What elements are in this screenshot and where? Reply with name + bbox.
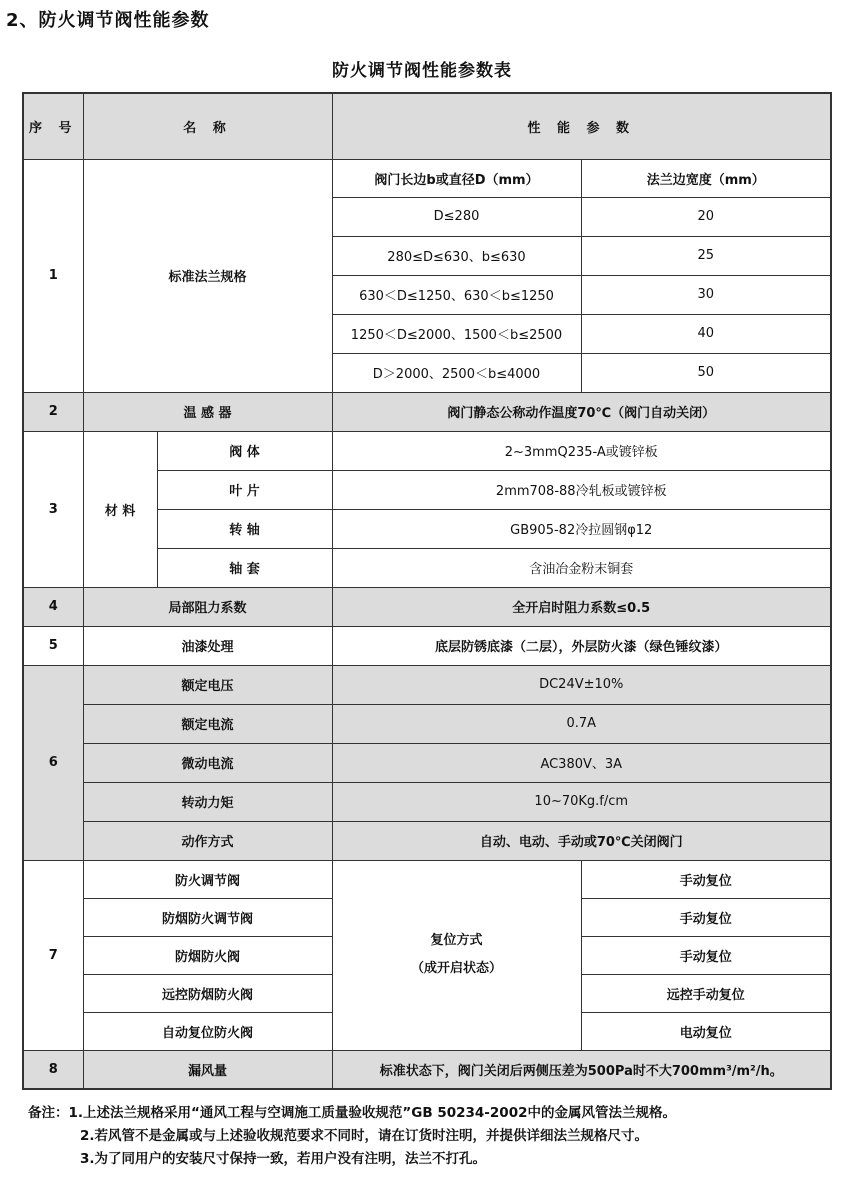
electric-value: 自动、电动、手动或70℃关闭阀门 — [332, 821, 831, 860]
material-part: 叶 片 — [157, 470, 332, 509]
row8-no: 8 — [23, 1050, 83, 1089]
reset-mode-line2: （成开启状态） — [410, 961, 502, 976]
row4-value: 全开启时阻力系数≤0.5 — [332, 587, 831, 626]
table-row — [23, 159, 831, 197]
electric-name: 动作方式 — [83, 821, 332, 860]
flange-size: D＞2000、2500＜b≤4000 — [332, 353, 581, 392]
flange-size: 1250＜D≤2000、1500＜b≤2500 — [332, 314, 581, 353]
table-row — [23, 1050, 831, 1089]
material-value: 2mm708-88冷轧板或镀锌板 — [332, 470, 831, 509]
note-line-1: 备注：1.上述法兰规格采用“通风工程与空调施工质量验收规范”GB 50234-2002中的金属风管法兰规格。 — [28, 1105, 676, 1121]
header-perf: 性 能 参 数 — [332, 93, 831, 159]
flange-width: 40 — [581, 314, 831, 353]
electric-value: 10~70Kg.f/cm — [332, 782, 831, 821]
valve-type: 远控防烟防火阀 — [83, 974, 332, 1012]
material-part: 轴 套 — [157, 548, 332, 587]
table-row — [23, 392, 831, 431]
row1-col-a: 阀门长边b或直径D（mm） — [332, 159, 581, 197]
valve-type: 自动复位防火阀 — [83, 1012, 332, 1050]
reset-mode-line1: 复位方式 — [430, 933, 483, 948]
row2-no: 2 — [23, 392, 83, 431]
row7-no: 7 — [23, 860, 83, 1050]
flange-size: D≤280 — [332, 197, 581, 236]
row8-name: 漏风量 — [83, 1050, 332, 1089]
electric-name: 额定电流 — [83, 704, 332, 743]
reset-value: 电动复位 — [581, 1012, 831, 1050]
table-title: 防火调节阀性能参数表 — [332, 61, 512, 81]
row5-value: 底层防锈底漆（二层），外层防火漆（绿色锤纹漆） — [332, 626, 831, 665]
reset-value: 手动复位 — [581, 936, 831, 974]
row2-value: 阀门静态公称动作温度70℃（阀门自动关闭） — [332, 392, 831, 431]
table-row — [23, 782, 831, 821]
row4-name: 局部阻力系数 — [83, 587, 332, 626]
material-value: 2~3mmQ235-A或镀锌板 — [332, 431, 831, 470]
row1-name: 标准法兰规格 — [83, 159, 332, 392]
row4-no: 4 — [23, 587, 83, 626]
row6-no: 6 — [23, 665, 83, 860]
row5-no: 5 — [23, 626, 83, 665]
header-name: 名 称 — [83, 93, 332, 159]
header-no: 序 号 — [23, 93, 83, 159]
electric-name: 转动力矩 — [83, 782, 332, 821]
valve-type: 防烟防火阀 — [83, 936, 332, 974]
row2-name: 温 感 器 — [83, 392, 332, 431]
material-part: 转 轴 — [157, 509, 332, 548]
material-value: 含油冶金粉末铜套 — [332, 548, 831, 587]
table-row — [23, 821, 831, 860]
flange-width: 25 — [581, 236, 831, 275]
note-line-2: 2.若风管不是金属或与上述验收规范要求不同时，请在订货时注明，并提供详细法兰规格尺寸。 — [80, 1128, 649, 1144]
electric-value: AC380V、3A — [332, 743, 831, 782]
material-value: GB905-82冷拉圆钢φ12 — [332, 509, 831, 548]
table-row — [23, 626, 831, 665]
section-title: 2、防火调节阀性能参数 — [6, 10, 210, 31]
table-header-row — [23, 93, 831, 159]
row3-no: 3 — [23, 431, 83, 587]
table-row — [23, 665, 831, 704]
reset-mode — [332, 860, 581, 1050]
valve-type: 防火调节阀 — [83, 860, 332, 898]
notes — [28, 1102, 676, 1171]
flange-size: 280≤D≤630、b≤630 — [332, 236, 581, 275]
electric-value: DC24V±10% — [332, 665, 831, 704]
params-table — [22, 92, 832, 1090]
reset-value: 手动复位 — [581, 860, 831, 898]
table-row — [23, 431, 831, 470]
row5-name: 油漆处理 — [83, 626, 332, 665]
flange-width: 30 — [581, 275, 831, 314]
electric-name: 额定电压 — [83, 665, 332, 704]
row1-no: 1 — [23, 159, 83, 392]
table-row — [23, 587, 831, 626]
row8-value: 标准状态下，阀门关闭后两侧压差为500Pa时不大700mm³/m²/h。 — [332, 1050, 831, 1089]
flange-size: 630＜D≤1250、630＜b≤1250 — [332, 275, 581, 314]
table-row — [23, 743, 831, 782]
valve-type: 防烟防火调节阀 — [83, 898, 332, 936]
electric-name: 微动电流 — [83, 743, 332, 782]
row3-name: 材 料 — [83, 431, 157, 587]
flange-width: 20 — [581, 197, 831, 236]
reset-value: 手动复位 — [581, 898, 831, 936]
row1-col-b: 法兰边宽度（mm） — [581, 159, 831, 197]
material-part: 阀 体 — [157, 431, 332, 470]
table-row — [23, 704, 831, 743]
flange-width: 50 — [581, 353, 831, 392]
reset-value: 远控手动复位 — [581, 974, 831, 1012]
note-line-3: 3.为了同用户的安装尺寸保持一致，若用户没有注明，法兰不打孔。 — [80, 1151, 487, 1167]
table-row — [23, 860, 831, 898]
electric-value: 0.7A — [332, 704, 831, 743]
